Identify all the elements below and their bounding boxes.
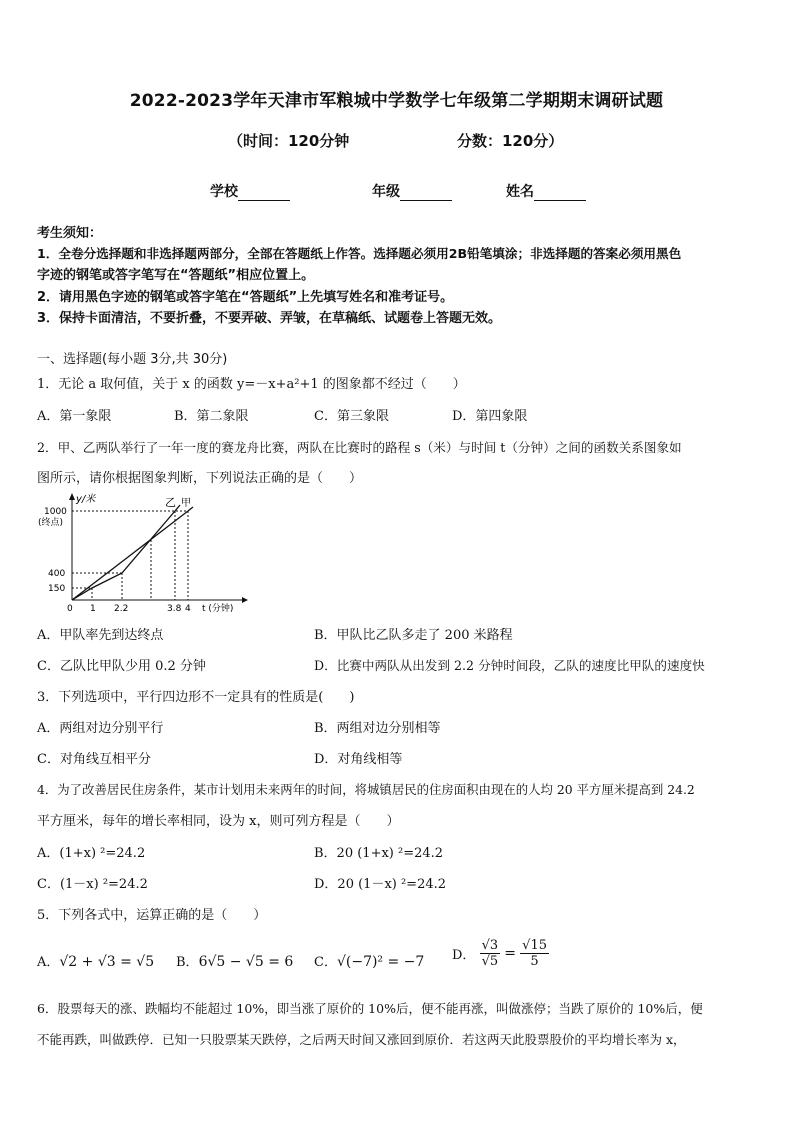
line-yi — [72, 511, 175, 600]
x-tick-2-2: 2.2 — [114, 604, 129, 614]
q4-stem-line1: 4．为了改善居民住房条件，某市计划用未来两年的时间，将城镇居民的住房面积由现在的人均 20 平方厘米提高到 24.2 — [37, 782, 695, 797]
y-axis-arrow — [69, 493, 75, 500]
origin-label: 0 — [67, 604, 73, 614]
notice-line3: 3．保持卡面清洁，不要折叠，不要弄破、弄皱，在草稿纸、试题卷上答题无效。 — [37, 311, 502, 326]
name-blank — [534, 186, 586, 201]
q3-option-c: C．对角线互相平分 — [37, 752, 151, 767]
q3-option-b: B．两组对边分别相等 — [314, 721, 441, 736]
q2-stem-line2: 图所示，请你根据图象判断，下列说法正确的是（ ） — [37, 471, 363, 486]
section-heading: 一、选择题(每小题 3分,共 30分) — [37, 352, 228, 367]
q5-option-c — [314, 951, 424, 970]
name-field — [506, 181, 586, 201]
q5-option-b — [176, 951, 293, 970]
q2-option-b: B．甲队比乙队多走了 200 米路程 — [314, 628, 513, 643]
exam-score: 分数：120分） — [457, 132, 564, 150]
y-tick-end: (终点) — [38, 518, 64, 528]
grade-blank — [400, 186, 452, 201]
school-label: 学校 — [210, 184, 238, 200]
q1-option-b: B．第二象限 — [174, 409, 249, 424]
grade-field — [372, 181, 452, 201]
line-jia — [72, 511, 188, 600]
q3-stem: 3．下列选项中，平行四边形不一定具有的性质是( ) — [37, 690, 355, 705]
q5-option-d-frac-right — [520, 938, 549, 969]
q3-option-a: A．两组对边分别平行 — [37, 721, 164, 736]
q4-option-d: D．20 (1－x) ²=24.2 — [314, 877, 447, 892]
q5-option-b-label: B． — [176, 955, 199, 970]
q1-option-d: D．第四象限 — [452, 409, 528, 424]
q5-d-num2: √15 — [522, 938, 547, 953]
q4-stem-line2: 平方厘米，每年的增长率相同，设为 x，则可列方程是（ ） — [37, 814, 400, 829]
y-tick-150: 150 — [48, 584, 66, 594]
q5-d-num: √3 — [481, 938, 499, 953]
q6-line2: 不能再跌，叫做跌停．已知一只股票某天跌停，之后两天时间又涨回到原价．若这两天此股票股价的平均增长率为 x， — [37, 1032, 686, 1047]
q4-option-a: A．(1+x) ²=24.2 — [37, 846, 146, 861]
notice-line1b: 字迹的钢笔或答字笔写在“答题纸”相应位置上。 — [37, 268, 315, 283]
q5-option-a-label: A． — [37, 955, 60, 970]
q5-option-c-expr: √(−7)² = −7 — [336, 954, 425, 970]
q2-stem-line1: 2．甲、乙两队举行了一年一度的赛龙舟比赛，两队在比赛时的路程 s（米）与时间 t（分钟）之间的函数关系图象如 — [37, 440, 682, 455]
y-axis-label: y/米 — [76, 494, 96, 505]
q3-option-d: D．对角线相等 — [314, 752, 403, 767]
q5-option-a-expr: √2 + √3 = √5 — [59, 954, 155, 970]
race-graph — [30, 490, 255, 615]
q1-option-a: A．第一象限 — [37, 409, 112, 424]
x-axis-label: t (分钟) — [202, 604, 234, 614]
q5-d-den: √5 — [481, 954, 499, 969]
q2-option-a: A．甲队率先到达终点 — [37, 628, 164, 643]
x-axis-arrow — [242, 597, 248, 603]
q5-d-equals: = — [504, 945, 517, 962]
label-yi: 乙 — [165, 496, 176, 509]
notice-heading: 考生须知： — [37, 226, 103, 241]
q6-line1: 6．股票每天的涨、跌幅均不能超过 10%，即当涨了原价的 10%后，便不能再涨，叫做涨停；当跌了原价的 10%后，便 — [37, 1001, 703, 1016]
x-tick-4: 4 — [185, 604, 191, 614]
q5-option-d-frac-left — [480, 938, 501, 969]
label-jia: 甲 — [181, 498, 191, 509]
y-tick-400: 400 — [48, 569, 66, 579]
q4-option-c: C．(1－x) ²=24.2 — [37, 877, 148, 892]
school-field — [210, 181, 290, 201]
grade-label: 年级 — [372, 184, 400, 200]
q5-option-d-label: D． — [452, 948, 476, 963]
q1-option-c: C．第三象限 — [314, 409, 389, 424]
x-tick-3-8: 3.8 — [167, 604, 182, 614]
q5-stem: 5．下列各式中，运算正确的是（ ） — [37, 908, 267, 923]
q5-option-d — [452, 938, 549, 969]
school-blank — [238, 186, 290, 201]
q2-option-c: C．乙队比甲队少用 0.2 分钟 — [37, 659, 206, 674]
x-tick-1: 1 — [90, 604, 96, 614]
notice-line1a: 1．全卷分选择题和非选择题两部分，全部在答题纸上作答。选择题必须用2B铅笔填涂；非选择题的答案必须用黑色 — [37, 246, 682, 261]
q5-option-c-label: C． — [314, 955, 337, 970]
q5-option-b-expr: 6√5 − √5 = 6 — [198, 954, 294, 970]
q2-option-d: D．比赛中两队从出发到 2.2 分钟时间段，乙队的速度比甲队的速度快 — [314, 658, 705, 673]
name-label: 姓名 — [506, 184, 534, 200]
notice-line2: 2．请用黑色字迹的钢笔或答字笔在“答题纸”上先填写姓名和准考证号。 — [37, 290, 454, 305]
y-tick-1000: 1000 — [44, 507, 67, 517]
q1-stem: 1．无论 a 取何值，关于 x 的函数 y=－x+a²+1 的图象都不经过（ ） — [37, 377, 466, 392]
exam-time: （时间：120分钟 — [228, 132, 350, 150]
q5-d-den2: 5 — [530, 954, 539, 969]
exam-title: 2022-2023学年天津市军粮城中学数学七年级第二学期期末调研试题 — [129, 91, 664, 111]
q5-option-a — [37, 951, 154, 970]
q4-option-b: B．20 (1+x) ²=24.2 — [314, 846, 444, 861]
